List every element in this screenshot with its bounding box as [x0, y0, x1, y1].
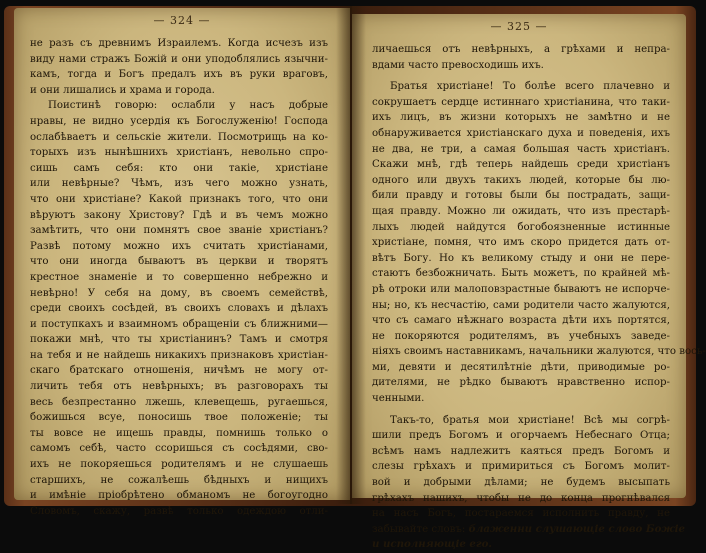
text-line-content: что они иногда бываютъ въ церкви и творятъ: [30, 256, 328, 268]
text-line-content: вѣтъ Богу. Но къ великому стыду и они не пере-: [372, 252, 670, 264]
text-line: [372, 266, 670, 282]
text-line-content: виду нами стражъ Божій и они уподоблялись язычни-: [30, 53, 328, 65]
text-line: [30, 145, 328, 161]
text-line: [30, 208, 328, 224]
text-line: [372, 313, 670, 329]
left-page-text: [14, 36, 350, 519]
text-line-content: дителями, не рѣдко бываютъ нравственно испор-: [372, 377, 670, 389]
text-line-content: ослабѣваетъ и сельскіе жители. Посмотрищь на ко-: [30, 131, 328, 143]
text-line-content: не покоряются родителямъ, въ учебныхъ заведе-: [372, 330, 670, 342]
text-line: [30, 410, 328, 426]
text-line: [30, 488, 328, 504]
text-line-content: били правду и готовы были бы пострадать, защи-: [372, 190, 670, 202]
text-line-content: грѣхахъ нашихъ, чтобы не до конца прогнѣвался: [372, 492, 670, 504]
text-line: [372, 522, 686, 538]
text-line-content: Такъ-то, братья мои христіане! Всѣ мы согрѣ-: [390, 414, 670, 426]
text-line: [30, 441, 328, 457]
text-line: [30, 301, 328, 317]
text-line: [372, 444, 670, 460]
right-page-text: [352, 42, 706, 553]
text-line-content: ихъ не покоряешься родителямъ и не слушаешь: [30, 459, 328, 471]
text-line: [372, 282, 670, 298]
text-line-content: покажи мнѣ, что ты христіанинъ? Тамъ и смотря: [30, 334, 328, 346]
text-line: [372, 110, 670, 126]
text-line: [372, 58, 670, 74]
text-line-content: божишься всуе, поносишь твое положеніе; ты: [30, 412, 328, 424]
text-line: [372, 329, 670, 345]
text-line-content: скаго братскаго отношенія, ничѣмъ не могу от-: [30, 365, 328, 377]
text-line: [30, 348, 328, 364]
text-line-content: Поистинѣ говорю: ослабли у насъ добрые: [48, 100, 328, 112]
text-line: [372, 188, 670, 204]
text-line-content: рѣ отроки или малоповзрастные бываютъ не испорче-: [372, 283, 670, 295]
text-line-content: на насъ Богъ, постараемся исполнить правду, не: [372, 508, 670, 520]
text-line-content: слезы грѣхахъ и примириться съ Богомъ молит-: [372, 461, 670, 473]
text-line: [372, 126, 670, 142]
text-line-content: вдами часто превосходишь ихъ.: [372, 59, 544, 71]
text-line: [30, 161, 328, 177]
text-line: [30, 379, 328, 395]
text-line-content: христіане, помня, что имъ скоро придется дать от-: [372, 237, 670, 249]
text-line: [372, 157, 670, 173]
text-line-content: самомъ себѣ, часто ссоришься съ сосѣдями, сво-: [30, 443, 328, 455]
left-page: [14, 8, 350, 517]
text-line-content: шили предъ Богомъ и огорчаемъ Небеснаго Отца;: [372, 430, 670, 442]
text-line-content: сокрушаетъ сердце истиннаго христіанина, что таки-: [372, 96, 670, 108]
text-line: [30, 332, 328, 348]
text-line: [30, 192, 328, 208]
text-line: [30, 52, 328, 68]
text-line-content: Словомъ, скажу, развѣ только одеждою отли-: [30, 505, 328, 517]
text-line: [30, 36, 328, 52]
text-line-content: всѣмъ намъ надлежитъ каяться предъ Богомъ и: [372, 445, 670, 457]
text-line-content: замѣтить, что они помнятъ свое званіе христіанъ?: [30, 225, 328, 237]
text-line-content: нравы, не видно усердія къ Богослуженію! Господа: [30, 115, 328, 127]
text-line: [372, 537, 670, 553]
text-line: [30, 239, 328, 255]
text-line-content: что съ самаго нѣжнаго возраста дѣти ихъ портятся,: [372, 315, 670, 327]
text-line-content: и поступкахъ и взаимномъ обращеніи съ ближними—: [30, 318, 328, 330]
text-line: [372, 428, 670, 444]
text-line-content: личить тебя отъ невѣрныхъ; въ разговорахъ ты: [30, 381, 328, 393]
text-line-content: вой и добрыми дѣлами; не будемъ высыпать: [372, 477, 670, 489]
text-line-content: вѣруютъ закону Христову? Гдѣ и въ чемъ можно: [30, 209, 328, 221]
text-line-content: Братья христіане! То болѣе всего плачевно и: [390, 81, 670, 93]
text-line: [372, 360, 670, 376]
text-line-content: Развѣ потому можно ихъ считать христіанами,: [30, 240, 328, 252]
text-line: [372, 413, 670, 429]
text-line-content: невѣрно! У себя на дому, въ своемъ семействѣ,: [30, 287, 328, 299]
text-line-content: обнаруживается христіанскаго духа и поведенія, ихъ: [372, 127, 670, 139]
text-line-content: старшихъ, не сожалѣешь бѣдныхъ и нищихъ: [30, 474, 328, 486]
text-line-content: лыхъ людей найдутся богобоязненные истинные: [372, 221, 670, 233]
text-line: [372, 173, 670, 189]
text-line-content: стаютъ безбожничать. Быть можетъ, по крайней мѣ-: [372, 268, 670, 280]
text-line-content: ихъ лицъ, въ жизни которыхъ не замѣтно и не: [372, 112, 670, 124]
text-line: [372, 344, 706, 360]
text-line-content: ны; но, къ несчастію, сами родители часто жалуются,: [372, 299, 670, 311]
text-line: [30, 114, 328, 130]
right-page: [352, 14, 706, 551]
text-line: [30, 504, 328, 520]
text-line-content: на тебя и не найдешь никакихъ признаковъ христіан-: [30, 349, 328, 361]
text-line-content: или невѣрные? Чѣмъ, изъ чего можно узнать,: [30, 178, 328, 190]
text-line: [30, 317, 328, 333]
text-line-content: и они лишались и храма и города.: [30, 84, 215, 96]
text-line: [372, 251, 670, 267]
text-line: [30, 473, 328, 489]
text-line-content: торыхъ изъ нынѣшнихъ христіанъ, невольно спро-: [30, 147, 328, 159]
text-line: [372, 204, 670, 220]
text-line: [30, 98, 328, 114]
text-line-content: сишь самъ себя: кто они такіе, христіане: [30, 162, 328, 174]
text-line-content: камъ, тогда и Богъ предалъ ихъ въ руки враговъ,: [30, 69, 328, 81]
text-line-content: весь безпрестанно лжешь, клевещешь, ругаешься,: [30, 396, 328, 408]
text-line: [372, 42, 670, 58]
text-line-content: крестное знаменіе и то совершенно небрежно и: [30, 271, 328, 283]
text-line-content: ты вовсе не ищешь правды, помнишь только о: [30, 427, 328, 439]
text-line: [372, 298, 670, 314]
text-line: [30, 270, 328, 286]
text-line-content: ніяхъ своимъ наставникамъ, начальники жалуются, что вось-: [372, 346, 706, 358]
text-line: [372, 220, 670, 236]
text-line-content: и имѣніе пріобрѣтено обманомъ не богоугодно: [30, 490, 328, 502]
text-line: [372, 375, 670, 391]
text-line: [30, 395, 328, 411]
text-line-content: забывайте словъ:: [372, 523, 466, 535]
text-line: [30, 286, 328, 302]
text-line-content: ми, девяти и десятилѣтніе дѣти, приводимые ро-: [372, 361, 670, 373]
text-line-content: не два, не три, а самая большая часть христіанъ.: [372, 143, 670, 155]
text-line: [30, 223, 328, 239]
text-line: [372, 142, 670, 158]
text-line-content: щая правду. Можно ли ожидать, что изъ престарѣ-: [372, 205, 670, 217]
text-line: [30, 67, 328, 83]
text-line: [372, 391, 670, 407]
text-line: [372, 95, 670, 111]
text-line: [372, 475, 670, 491]
text-line: [30, 254, 328, 270]
text-line: [372, 235, 670, 251]
text-line-content: среди своихъ сосѣдей, въ своихъ словахъ и дѣлахъ: [30, 303, 328, 315]
text-line: [372, 459, 670, 475]
text-line: [30, 457, 328, 473]
left-page-number: — 324 —: [153, 14, 211, 27]
text-line: [372, 506, 670, 522]
text-line-content: ченными.: [372, 393, 425, 405]
text-line: [30, 176, 328, 192]
text-line-content: одного или двухъ такихъ людей, которые бы лю-: [372, 174, 670, 186]
text-line: [30, 130, 328, 146]
text-line: [30, 83, 328, 99]
text-line: [372, 79, 670, 95]
text-line: [372, 491, 670, 507]
text-line: [30, 426, 328, 442]
emphasized-phrase: блаженни слушающіе слово Божіе: [468, 522, 686, 535]
text-line-content: не разъ съ древнимъ Израилемъ. Когда исчезъ изъ: [30, 38, 328, 49]
text-line-content: и исполняющіе его.: [372, 538, 492, 551]
text-line-content: что они христіане? Какой признакъ того, что они: [30, 193, 328, 205]
right-page-number: — 325 —: [490, 20, 548, 33]
text-line-content: личаешься отъ невѣрныхъ, а грѣхами и непра-: [372, 44, 670, 55]
text-line-content: Скажи мнѣ, гдѣ теперь найдешь среди христіанъ: [372, 159, 670, 171]
text-line: [30, 363, 328, 379]
